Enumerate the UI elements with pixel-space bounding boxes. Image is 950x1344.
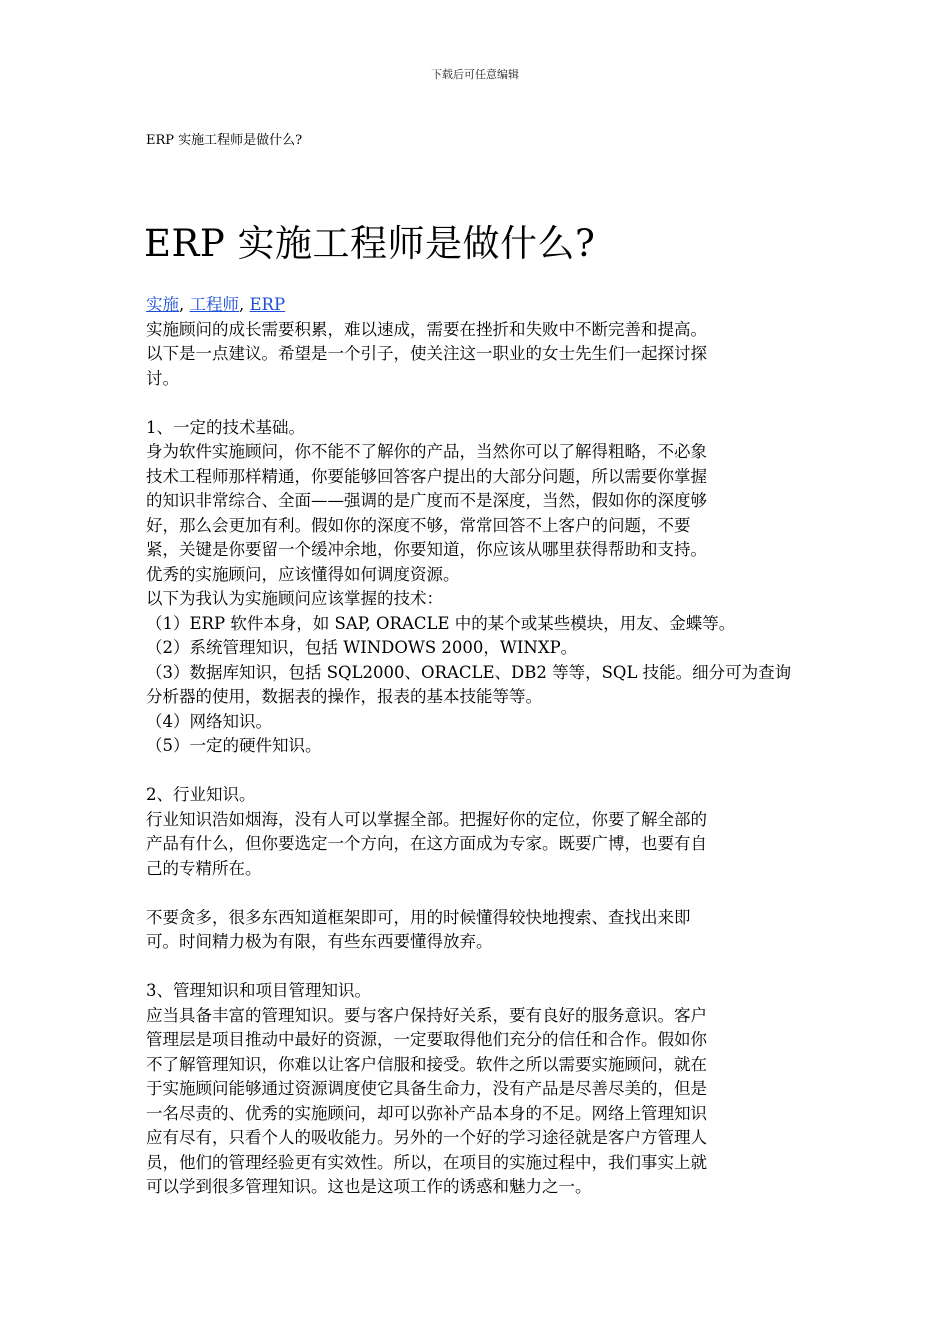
section-technical (146, 416, 811, 759)
tag-link-shishi[interactable]: 实施 (146, 295, 179, 314)
list-item: （3）数据库知识，包括 SQL2000、ORACLE、DB2 等等，SQL 技能。细分可为查询 (146, 662, 792, 682)
list-item: （5）一定的硬件知识。 (146, 736, 322, 755)
text-line: 产品有什么，但你要选定一个方向，在这方面成为专家。既要广博，也要有自 (146, 834, 707, 853)
section-industry (146, 783, 811, 955)
text-line: 实施顾问的成长需要积累，难以速成，需要在挫折和失败中不断完善和提高。 (146, 319, 707, 339)
tag-link-engineer[interactable]: 工程师 (189, 295, 239, 314)
text-line: 紧，关键是你要留一个缓冲余地，你要知道，你应该从哪里获得帮助和支持。 (146, 540, 707, 559)
text-line: 可以学到很多管理知识。这也是这项工作的诱惑和魅力之一。 (146, 1177, 592, 1196)
text-line: 员，他们的管理经验更有实效性。所以，在项目的实施过程中，我们事实上就 (146, 1152, 707, 1172)
section-heading: 1、一定的技术基础。 (146, 417, 305, 437)
tag-separator: , (239, 295, 250, 314)
text-line: 于实施顾问能够通过资源调度使它具备生命力，没有产品是尽善尽美的，但是 (146, 1079, 707, 1098)
list-item: （1）ERP 软件本身，如 SAP, ORACLE 中的某个或某些模块，用友、金蝶等。 (146, 613, 736, 633)
text-line: 可。时间精力极为有限，有些东西要懂得放弃。 (146, 932, 493, 951)
tag-list (146, 293, 811, 318)
text-line: 好，那么会更加有利。假如你的深度不够，常常回答不上客户的问题，不要 (146, 515, 691, 535)
text-line: 讨。 (146, 368, 179, 388)
article-title: ERP 实施工程师是做什么? (144, 222, 596, 265)
list-item: （2）系统管理知识，包括 WINDOWS 2000，WINXP。 (146, 638, 578, 657)
document-small-title: ERP 实施工程师是做什么? (146, 133, 303, 148)
section-heading: 2、行业知识。 (146, 785, 256, 804)
article-body (146, 293, 811, 1200)
text-line: 己的专精所在。 (146, 858, 262, 878)
text-line: 不了解管理知识，你难以让客户信服和接受。软件之所以需要实施顾问，就在 (146, 1054, 707, 1074)
header-note: 下载后可任意编辑 (431, 68, 519, 81)
list-item: （4）网络知识。 (146, 711, 272, 731)
tag-link-erp[interactable]: ERP (249, 295, 286, 314)
text-line: 以下是一点建议。希望是一个引子，使关注这一职业的女士先生们一起探讨探 (146, 344, 707, 363)
text-line: 技术工程师那样精通，你要能够回答客户提出的大部分问题，所以需要你掌握 (146, 466, 707, 486)
tag-separator: , (179, 295, 190, 314)
text-line: 一名尽责的、优秀的实施顾问，却可以弥补产品本身的不足。网络上管理知识 (146, 1103, 707, 1123)
text-line: 不要贪多，很多东西知道框架即可，用的时候懂得较快地搜索、查找出来即 (146, 907, 691, 927)
text-line: 应当具备丰富的管理知识。要与客户保持好关系，要有良好的服务意识。客户 (146, 1005, 707, 1025)
text-line: 身为软件实施顾问，你不能不了解你的产品，当然你可以了解得粗略，不必象 (146, 442, 707, 461)
intro-paragraph (146, 318, 811, 392)
text-line: 行业知识浩如烟海，没有人可以掌握全部。把握好你的定位，你要了解全部的 (146, 809, 707, 829)
section-heading: 3、管理知识和项目管理知识。 (146, 981, 371, 1000)
text-line: 的知识非常综合、全面——强调的是广度而不是深度，当然，假如你的深度够 (146, 491, 707, 510)
list-item: 分析器的使用，数据表的操作，报表的基本技能等等。 (146, 687, 542, 706)
text-line: 应有尽有，只看个人的吸收能力。另外的一个好的学习途径就是客户方管理人 (146, 1128, 707, 1147)
text-line: 以下为我认为实施顾问应该掌握的技术： (146, 589, 443, 608)
section-management (146, 979, 811, 1200)
text-line: 管理层是项目推动中最好的资源，一定要取得他们充分的信任和合作。假如你 (146, 1030, 707, 1049)
text-line: 优秀的实施顾问，应该懂得如何调度资源。 (146, 564, 460, 584)
